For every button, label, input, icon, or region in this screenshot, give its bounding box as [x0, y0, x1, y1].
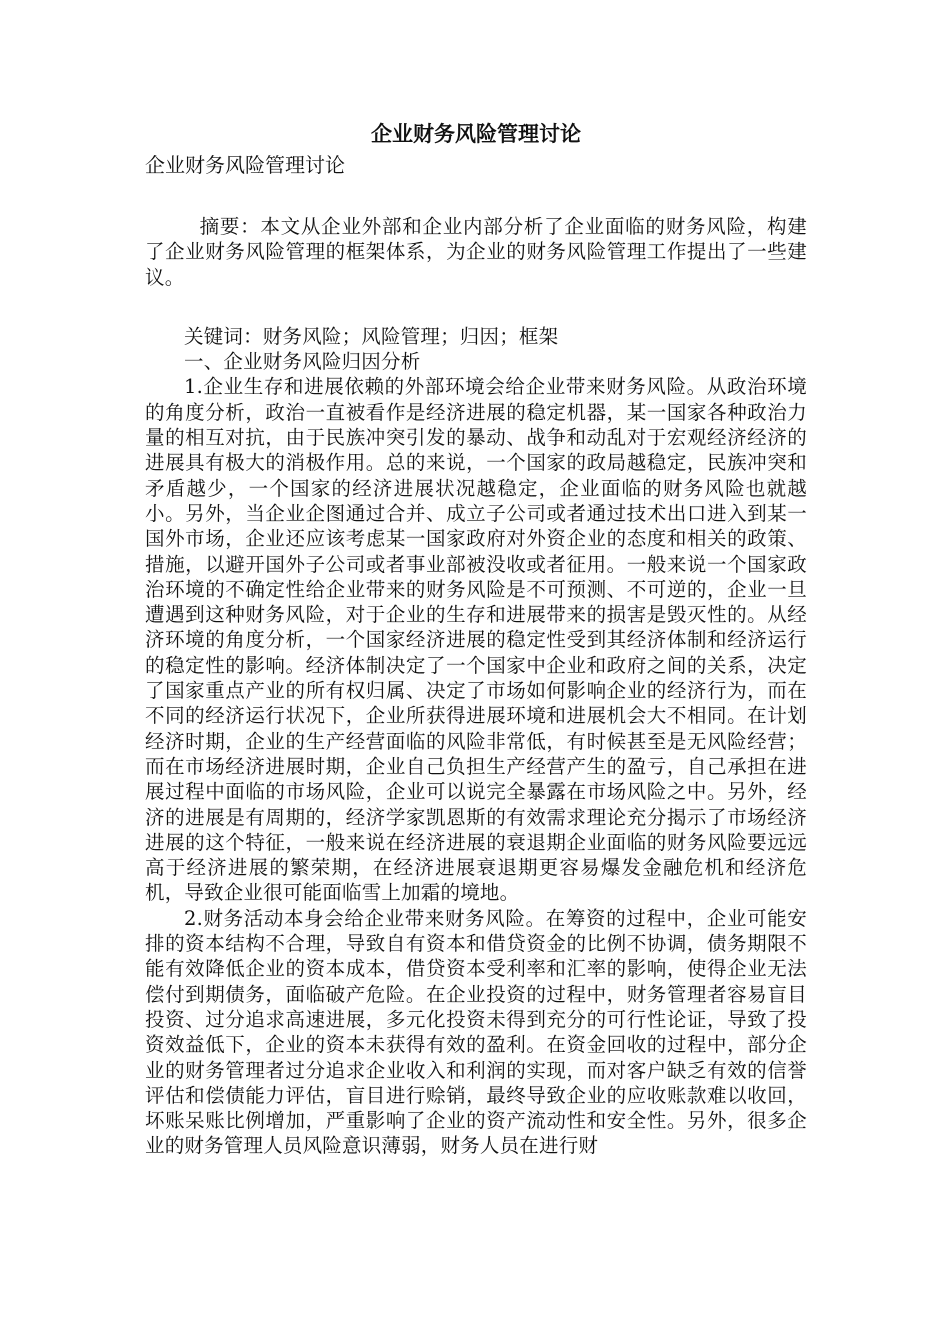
document-title: 企业财务风险管理讨论: [371, 121, 581, 146]
section-heading: 一、企业财务风险归因分析: [184, 350, 421, 374]
keywords-line: 关键词：财务风险；风险管理；归因；框架: [184, 324, 559, 348]
body-paragraph-1: 1.企业生存和进展依赖的外部环境会给企业带来财务风险。从政治环境的角度分析，政治一直被看作是经济进展的稳定机器，某一国家各种政治力量的相互对抗，由于民族冲突引发的暴动、战争和动乱对于宏观经济经济的进展具有极大的消极作用。总的来说，一个国家的政局越稳定，民族冲突和矛盾越少，一个国家的经济进展状况越稳定，企业面临的财务风险也就越小。另外，当企业企图通过合并、成立子公司或者通过技术出口进入到某一国外市场，企业还应该考虑某一国家政府对外资企业的态度和相关的政策、措施，以避开国外子公司或者事业部被没收或者征用。一般来说一个国家政治环境的不确定性给企业带来的财务风险是不可预测、不可逆的，企业一旦遭遇到这种财务风险，对于企业的生存和进展带来的损害是毁灭性的。从经济环境的角度分析，一个国家经济进展的稳定性受到其经济体制和经济运行的稳定性的影响。经济体制决定了一个国家中企业和政府之间的关系，决定了国家重点产业的所有权归属、决定了市场如何影响企业的经济行为，而在不同的经济运行状况下，企业所获得进展环境和进展机会大不相同。在计划经济时期，企业的生产经营面临的风险非常低，有时候甚至是无风险经营；而在市场经济进展时期，企业自己负担生产经营产生的盈亏，自己承担在进展过程中面临的市场风险，企业可以说完全暴露在市场风险之中。另外，经济的进展是有周期的，经济学家凯恩斯的有效需求理论充分揭示了市场经济进展的这个特征，一般来说在经济进展的衰退期企业面临的财务风险要远远高于经济进展的繁荣期，在经济进展衰退期更容易爆发金融危机和经济危机，导致企业很可能面临雪上加霜的境地。: [145, 375, 807, 905]
body-paragraph-2: 2.财务活动本身会给企业带来财务风险。在筹资的过程中，企业可能安排的资本结构不合理，导致自有资本和借贷资金的比例不协调，债务期限不能有效降低企业的资本成本，借贷资本受利率和汇率的影响，使得企业无法偿付到期债务，面临破产危险。在企业投资的过程中，财务管理者容易盲目投资、过分追求高速进展，多元化投资未得到充分的可行性论证，导致了投资效益低下，企业的资本未获得有效的盈利。在资金回收的过程中，部分企业的财务管理者过分追求企业收入和利润的实现，而对客户缺乏有效的信誉评估和偿债能力评估，盲目进行赊销，最终导致企业的应收账款难以收回，坏账呆账比例增加，严重影响了企业的资产流动性和安全性。另外，很多企业的财务管理人员风险意识薄弱，财务人员在进行财: [145, 906, 807, 1158]
document-subtitle: 企业财务风险管理讨论: [145, 153, 345, 177]
abstract-paragraph: 摘要：本文从企业外部和企业内部分析了企业面临的财务风险，构建了企业财务风险管理的框架体系，为企业的财务风险管理工作提出了一些建议。: [145, 215, 807, 289]
document-page: [145, 118, 807, 1159]
